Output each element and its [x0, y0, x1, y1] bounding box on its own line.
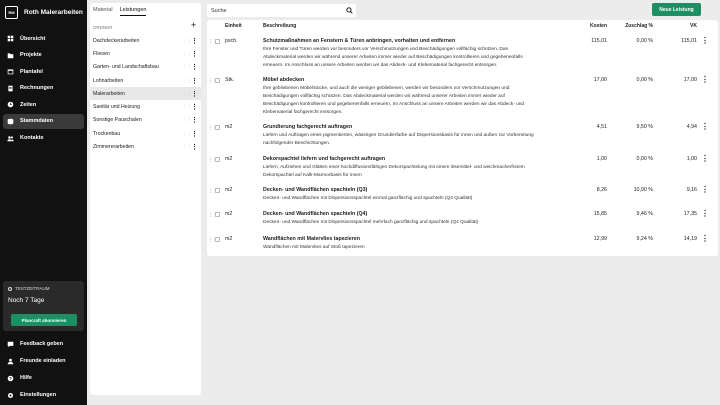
row-surcharge: 10,90 % [633, 187, 653, 193]
clock-icon [7, 101, 14, 108]
category-list [90, 34, 201, 154]
row-description: Liefern, Aufziehen und Glätten einer hochdiffusionsfähigen Dekorspachtelung mit einem lösemittel- und weichmacherfreiem Dekorspachtel auf Kalk-Marmorbasis für innen [263, 165, 525, 178]
row-vk: 115,01 [681, 38, 697, 44]
category-label: Garten- und Landschaftsbau [93, 64, 159, 71]
row-description: Ihre gebliebenen Möbelstücke, und auch die weniger gebliebenen, werden wir besonders vor Verschmutzungen und Beschädigungen vollfächig schützen. Das Abdeckmaterial werden wir während unserer Arbeiten immer wieder auf Beschädigungen kontrollieren und gegebenenfalls erneuern. Im Anschluss an unsere Arbeiten werden wir das Abdeck- und Klebematerial fachgerecht entsorgen. [263, 86, 525, 115]
category-item[interactable] [90, 34, 201, 47]
row-vk: 14,19 [683, 236, 697, 242]
column-header-description[interactable]: Beschreibung [263, 23, 297, 29]
category-item[interactable] [90, 61, 201, 74]
invite-icon [7, 358, 14, 365]
row-title: Dekorspachtel liefern und fachgerecht auftragen [263, 156, 386, 162]
more-options-icon[interactable]: ⋮ [191, 37, 198, 45]
folder-heading: ORDNER [93, 25, 113, 30]
row-description: Decken- und Wandflächen mit Dispersionsspachtel einmal ganzflächig und spachteln (Q3 Qualität) [263, 196, 473, 201]
row-surcharge: 0,00 % [636, 38, 653, 44]
row-description: Ihre Fenster und Türen werden vor besonders vor Verschmutzungen und Beschädigungen vollfächig schützen. Das Abdeckmaterial werden wir während unserer Arbeiten immer wieder auf Beschädigungen kontrollieren und gegebenenfalls erneuern. Im Anschluss an unsere Arbeiten werden wir das Abdeck- und Klebematerial fachgerecht entsorgen. [263, 47, 523, 68]
drag-handle-icon[interactable]: ⋮⋮ [208, 212, 217, 218]
trial-box [3, 281, 84, 331]
company-logo: RM [5, 6, 18, 19]
row-surcharge: 9,24 % [636, 236, 653, 242]
category-label: Malerarbeiten [93, 90, 125, 97]
drag-handle-icon[interactable]: ⋮⋮ [208, 78, 217, 84]
nav-item-uebersicht[interactable] [3, 31, 84, 46]
nav-label: Feedback geben [20, 341, 64, 347]
row-unit: psch. [225, 38, 238, 44]
category-item[interactable] [90, 127, 201, 140]
contacts-icon [7, 135, 14, 142]
drag-handle-icon[interactable]: ⋮⋮ [208, 125, 217, 131]
category-item[interactable] [90, 100, 201, 113]
more-options-icon[interactable]: ⋮ [191, 64, 198, 72]
more-options-icon[interactable]: ⋮ [701, 75, 709, 84]
row-checkbox[interactable] [215, 39, 220, 44]
row-description: Decken- und Wandflächen mit Dispersionsspachtel mehrfach ganzflächig und spachteln (Q4 Qualität) [263, 220, 479, 225]
category-label: Lohnarbeiten [93, 77, 124, 84]
nav-label: Zeiten [20, 101, 37, 108]
add-folder-icon[interactable]: + [191, 20, 197, 30]
more-options-icon[interactable]: ⋮ [191, 77, 198, 85]
more-options-icon[interactable]: ⋮ [701, 234, 709, 243]
row-unit: m2 [225, 236, 233, 242]
invoice-icon [7, 85, 14, 92]
nav-item-feedback[interactable] [3, 336, 84, 352]
category-label: Trockenbau [93, 130, 121, 137]
row-title: Grundierung fachgerecht auftragen [263, 124, 353, 130]
row-unit: Stk. [225, 77, 235, 83]
drag-handle-icon[interactable]: ⋮⋮ [208, 237, 217, 243]
brand[interactable] [5, 6, 83, 19]
row-cost: 115,01 [591, 38, 607, 44]
category-label: Zimmererarbeiten [93, 144, 134, 151]
drag-handle-icon[interactable]: ⋮⋮ [182, 37, 192, 44]
column-header-vk[interactable]: VK [690, 23, 697, 29]
row-checkbox[interactable] [215, 212, 220, 217]
search-input[interactable] [211, 6, 341, 15]
drag-handle-icon[interactable]: ⋮⋮ [208, 188, 217, 194]
row-surcharge: 9,50 % [636, 124, 653, 130]
bottom-nav [3, 336, 84, 404]
row-vk: 9,16 [686, 187, 697, 193]
row-vk: 17,00 [683, 77, 697, 83]
subscribe-button[interactable]: Plancraft abonnieren [11, 314, 77, 326]
nav-label: Stammdaten [20, 118, 54, 125]
category-label: Sonstige Pauschalen [93, 117, 142, 124]
row-checkbox[interactable] [215, 188, 220, 193]
nav-label: Projekte [20, 52, 42, 59]
row-unit: m2 [225, 187, 233, 193]
nav-item-invite[interactable] [3, 353, 84, 369]
category-item[interactable] [90, 140, 201, 153]
nav-item-projekte[interactable] [3, 48, 84, 63]
nav-item-kontakte[interactable] [3, 131, 84, 146]
nav-label: Plantafel [20, 68, 43, 75]
category-item[interactable] [90, 47, 201, 60]
nav-item-zeiten[interactable] [3, 97, 84, 112]
category-panel [90, 3, 201, 395]
category-label: Sanitär und Heizung [93, 104, 141, 111]
svg-text:?: ? [9, 375, 12, 381]
drag-handle-icon[interactable]: ⋮⋮ [182, 117, 192, 124]
tab-bar [93, 7, 153, 16]
search-bar [207, 4, 356, 17]
drag-handle-icon[interactable]: ⋮⋮ [182, 50, 192, 57]
row-unit: m2 [225, 156, 233, 162]
info-icon [8, 287, 12, 291]
nav-item-plantafel[interactable] [3, 64, 84, 79]
nav-label: Einstellungen [20, 392, 57, 398]
column-header-unit[interactable]: Einheit [225, 23, 242, 29]
category-label: Dachdeckerarbeiten [93, 37, 140, 44]
calendar-icon [7, 68, 14, 75]
row-cost: 15,85 [593, 211, 607, 217]
row-surcharge: 0,00 % [636, 156, 653, 162]
trial-label: TESTZEITRAUM [8, 286, 79, 291]
row-cost: 12,99 [593, 236, 607, 242]
row-title: Decken- und Wandflächen spachteln (Q3) [263, 187, 368, 193]
row-checkbox[interactable] [215, 125, 220, 130]
row-vk: 4,94 [686, 124, 697, 130]
nav-item-settings[interactable] [3, 387, 84, 403]
category-label: Fliesen [93, 50, 110, 57]
nav-label: Rechnungen [20, 85, 54, 92]
drag-handle-icon[interactable]: ⋮⋮ [182, 130, 192, 137]
row-description: Liefern und Auftragen eines pigmentierten, wässrigen Grundierfarbe auf Dispersionsbasis für innen und außen zur Vorbereitung nachfolgender Beschichtungen. [263, 133, 534, 146]
drag-handle-icon[interactable]: ⋮⋮ [182, 64, 192, 71]
category-item[interactable] [90, 74, 201, 87]
row-cost: 4,51 [596, 124, 607, 130]
search-icon[interactable] [346, 7, 353, 14]
drag-handle-icon[interactable]: ⋮⋮ [182, 90, 192, 97]
drag-handle-icon[interactable]: ⋮⋮ [208, 39, 217, 45]
row-title: Möbel abdecken [263, 77, 305, 83]
main-nav [3, 31, 84, 147]
drag-handle-icon[interactable]: ⋮⋮ [208, 157, 217, 163]
more-options-icon[interactable]: ⋮ [191, 117, 198, 125]
more-options-icon[interactable]: ⋮ [191, 90, 198, 98]
nav-label: Freunde einladen [20, 358, 66, 364]
row-description: Wandflächen mit Malervlies auf Stoß tapezieren [263, 245, 365, 250]
more-options-icon[interactable]: ⋮ [701, 154, 709, 163]
nav-item-rechnungen[interactable] [3, 81, 84, 96]
more-options-icon[interactable]: ⋮ [701, 185, 709, 194]
row-title: Decken- und Wandflächen spachteln (Q4) [263, 211, 368, 217]
more-options-icon[interactable]: ⋮ [191, 144, 198, 152]
row-cost: 1,00 [596, 156, 607, 162]
category-item-active[interactable] [90, 87, 201, 100]
row-cost: 17,00 [593, 77, 607, 83]
drag-handle-icon[interactable]: ⋮⋮ [182, 77, 192, 84]
drag-handle-icon[interactable]: ⋮⋮ [182, 144, 192, 151]
row-surcharge: 9,46 % [636, 211, 653, 217]
nav-label: Hilfe [20, 375, 32, 381]
category-item[interactable] [90, 114, 201, 127]
row-cost: 8,26 [596, 187, 607, 193]
row-vk: 1,00 [686, 156, 697, 162]
column-header-surcharge[interactable]: Zuschlag % [625, 23, 653, 29]
row-checkbox[interactable] [215, 157, 220, 162]
nav-label: Kontakte [20, 135, 44, 142]
help-icon [7, 375, 14, 382]
tab-leistungen[interactable]: Leistungen [120, 7, 147, 16]
database-icon [7, 118, 14, 125]
more-options-icon[interactable]: ⋮ [701, 122, 709, 131]
drag-handle-icon[interactable]: ⋮⋮ [182, 104, 192, 111]
settings-icon [7, 392, 14, 399]
new-service-button[interactable]: Neue Leistung [652, 3, 701, 16]
row-vk: 17,35 [683, 211, 697, 217]
nav-item-stammdaten[interactable] [3, 114, 84, 129]
row-title: Wandflächen mit Malervlies tapezieren [263, 236, 360, 242]
trial-days: Noch 7 Tage [8, 297, 45, 304]
more-options-icon[interactable]: ⋮ [701, 36, 709, 45]
more-options-icon[interactable]: ⋮ [191, 130, 198, 138]
more-options-icon[interactable]: ⋮ [191, 50, 198, 58]
row-title: Schutzmaßnahmen an Fenstern & Türen anbringen, vorhalten und entfernen [263, 38, 456, 44]
tab-material[interactable]: Material [93, 7, 113, 13]
column-header-cost[interactable]: Kosten [590, 23, 607, 29]
nav-label: Übersicht [20, 35, 46, 42]
company-name: Roth Malerarbeiten [24, 9, 83, 16]
sidebar [0, 0, 87, 405]
row-unit: m2 [225, 124, 233, 130]
row-unit: m2 [225, 211, 233, 217]
row-checkbox[interactable] [215, 237, 220, 242]
more-options-icon[interactable]: ⋮ [701, 209, 709, 218]
folder-icon [7, 52, 14, 59]
row-surcharge: 0,00 % [636, 77, 653, 83]
feedback-icon [7, 341, 14, 348]
row-checkbox[interactable] [215, 78, 220, 83]
services-table [207, 20, 718, 256]
overview-icon [7, 35, 14, 42]
more-options-icon[interactable]: ⋮ [191, 104, 198, 112]
nav-item-help[interactable] [3, 370, 84, 386]
